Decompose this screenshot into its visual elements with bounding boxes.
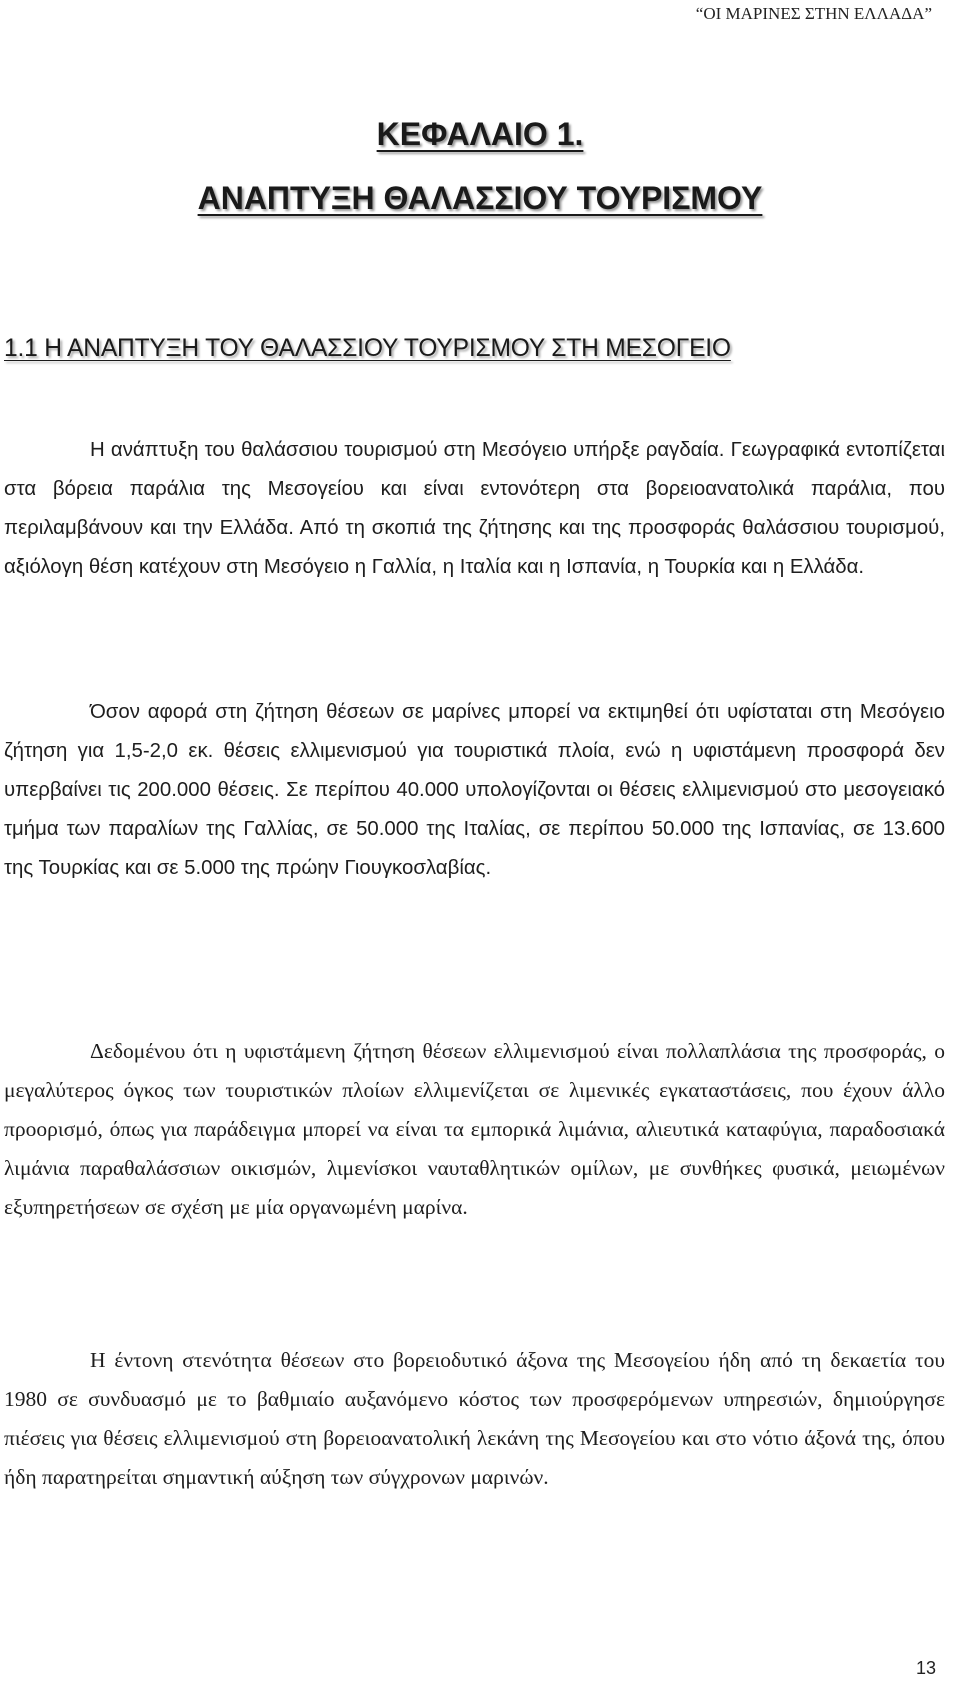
- paragraph-4: Η έντονη στενότητα θέσεων στο βορειοδυτικό άξονα της Μεσογείου ήδη από τη δεκαετία του 1980 σε συνδυασμό με το βαθμιαίο αυξανόμενο κόστος των προσφερόμενων υπηρεσιών, δημιούργησε πιέσεις για θέσεις ελλιμενισμού στη βορειοανατολική λεκάνη της Μεσογείου και στο νότιο άξονά της, όπου ήδη παρατηρείται σημαντική αύξηση των σύγχρονων μαρινών.: [4, 1348, 945, 1489]
- paragraph-1: Η ανάπτυξη του θαλάσσιου τουρισμού στη Μεσόγειο υπήρξε ραγδαία. Γεωγραφικά εντοπίζεται στα βόρεια παράλια της Μεσογείου και είναι εντονότερη στα βορειοανατολικά παράλια, που περιλαμβάνουν και την Ελλάδα. Από τη σκοπιά της ζήτησης και της προσφοράς θαλάσσιου τουρισμού, αξιόλογη θέση κατέχουν στη Μεσόγειο η Γαλλία, η Ιταλία και η Ισπανία, η Τουρκία και η Ελλάδα.: [4, 439, 945, 578]
- chapter-heading: [0, 118, 960, 214]
- chapter-number: ΚΕΦΑΛΑΙΟ 1.: [376, 116, 584, 152]
- paragraph-3: Δεδομένου ότι η υφιστάμενη ζήτηση θέσεων ελλιμενισμού είναι πολλαπλάσια της προσφοράς, ο μεγαλύτερος όγκος των τουριστικών πλοίων ελλιμενίζεται σε λιμενικές εγκαταστάσεις, που έχουν άλλο προορισμό, όπως για παράδειγμα μπορεί να είναι τα εμπορικά λιμάνια, αλιευτικά καταφύγια, παραδοσιακά λιμάνια παραθαλάσσιων οικισμών, λιμενίσκοι ναυταθλητικών ομίλων, με συνθήκες φυσικά, μειωμένων εξυπηρετήσεων σε σχέση με μία οργανωμένη μαρίνα.: [4, 1039, 945, 1219]
- paragraph-2: Όσον αφορά στη ζήτηση θέσεων σε μαρίνες μπορεί να εκτιμηθεί ότι υφίσταται στη Μεσόγειο ζήτηση για 1,5-2,0 εκ. θέσεις ελλιμενισμού για τουριστικά πλοία, ενώ η υφιστάμενη προσφορά δεν υπερβαίνει τις 200.000 θέσεις. Σε περίπου 40.000 υπολογίζονται οι θέσεις ελλιμενισμού στο μεσογειακό τμήμα των παραλίων της Γαλλίας, σε 50.000 της Ιταλίας, σε περίπου 50.000 της Ισπανίας, σε 13.600 της Τουρκίας και σε 5.000 της πρώην Γιουγκοσλαβίας.: [4, 701, 945, 879]
- running-header: “ΟΙ ΜΑΡΙΝΕΣ ΣΤΗΝ ΕΛΛΑΔΑ”: [695, 4, 932, 23]
- chapter-title: ΑΝΑΠΤΥΞΗ ΘΑΛΑΣΣΙΟΥ ΤΟΥΡΙΣΜΟΥ: [197, 180, 763, 216]
- section-heading: 1.1 Η ΑΝΑΠΤΥΞΗ ΤΟΥ ΘΑΛΑΣΣΙΟΥ ΤΟΥΡΙΣΜΟΥ ΣΤΗ ΜΕΣΟΓΕΙΟ: [4, 335, 731, 362]
- page-number: 13: [915, 1658, 936, 1678]
